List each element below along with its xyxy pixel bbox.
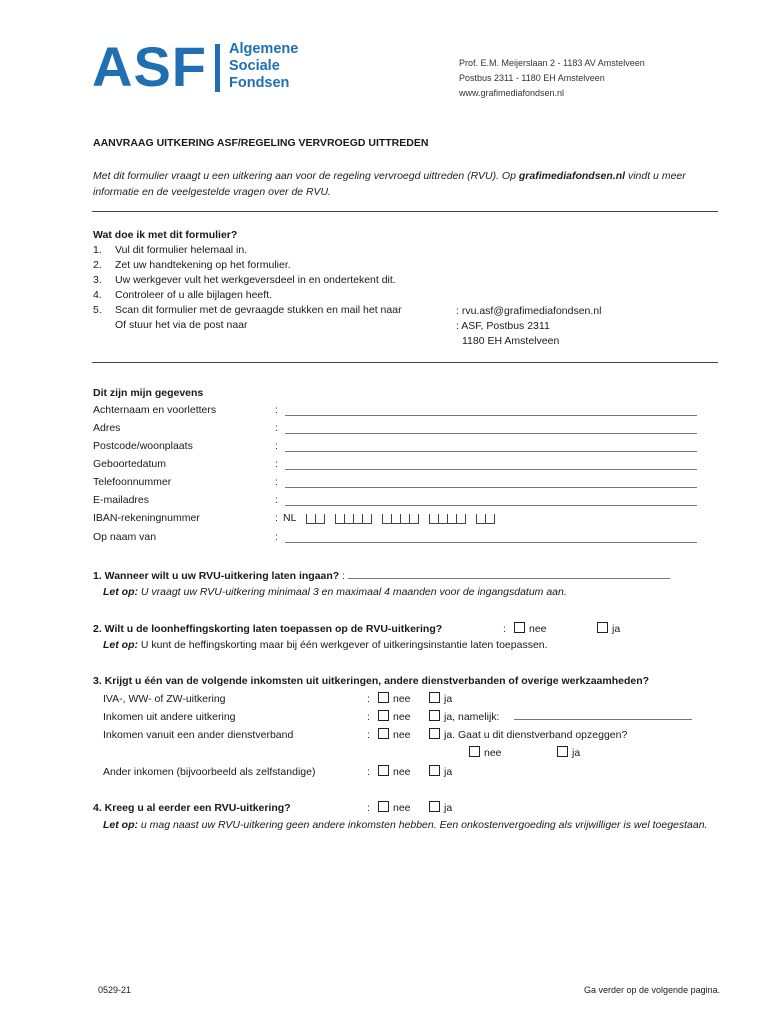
q3-row-1-ja[interactable] [429, 692, 452, 707]
step-number: 3. [93, 274, 102, 286]
checkbox[interactable] [429, 692, 440, 703]
q3-row-2-nee[interactable] [378, 710, 411, 725]
logo-abbreviation: ASF [92, 35, 207, 98]
step-text: Vul dit formulier helemaal in. [115, 244, 248, 256]
q3-row-colon: : [367, 766, 370, 778]
field-colon: : [275, 458, 278, 470]
form-title: AANVRAAG UITKERING ASF/REGELING VERVROEGD UITTREDEN [93, 137, 429, 149]
q3-row-3-ja[interactable] [429, 728, 627, 743]
checkbox[interactable] [597, 622, 608, 633]
personal-data-heading: Dit zijn mijn gegevens [93, 387, 204, 399]
option-label: ja [444, 693, 453, 705]
question-1 [93, 569, 703, 584]
field-label: Postcode/woonplaats [93, 440, 193, 452]
iban-prefix: NL [283, 512, 297, 524]
q3-sub-ja[interactable] [557, 746, 580, 761]
step-item [93, 273, 402, 288]
step-text: Scan dit formulier met de gevraagde stukken en mail het naar [115, 304, 402, 316]
personal-data-fields [93, 404, 703, 554]
field-label: E-mailadres [93, 494, 150, 506]
checkbox[interactable] [378, 728, 389, 739]
contact-info [456, 304, 601, 349]
step-post [93, 318, 402, 333]
form-code: 0529-21 [98, 985, 132, 995]
q3-row-4-ja[interactable] [429, 765, 452, 780]
question-1-text: 1. Wanneer wilt u uw RVU-uitkering laten ingaan? [93, 570, 340, 582]
step-item [93, 243, 402, 258]
option-label: nee [393, 693, 411, 705]
step-post-text: Of stuur het via de post naar [115, 319, 248, 331]
option-label: nee [393, 802, 411, 814]
logo-wordmark [229, 41, 298, 92]
field-colon: : [275, 531, 278, 543]
field-colon: : [275, 422, 278, 434]
iban-group-2[interactable] [382, 514, 419, 524]
note-label: Let op: [103, 819, 138, 831]
note-label: Let op: [103, 586, 138, 598]
iban-group-3[interactable] [429, 514, 466, 524]
logo-line-1: Algemene [229, 41, 299, 57]
field-label: Adres [93, 422, 121, 434]
question-3-text: 3. Krijgt u één van de volgende inkomsten uit uitkeringen, andere dienstverbanden of overige werkzaamheden? [93, 675, 650, 687]
logo-line-2: Sociale [229, 58, 280, 74]
continue-note: Ga verder op de volgende pagina. [584, 985, 721, 995]
checkbox[interactable] [378, 710, 389, 721]
q3-row-label: Inkomen uit andere uitkering [103, 711, 236, 723]
question-1-colon: : [342, 570, 346, 582]
intro-part-1: Met dit formulier vraagt u een uitkering aan voor de regeling vervroegd uittreden (RVU). Op [93, 170, 519, 182]
step-text: Controleer of u alle bijlagen heeft. [115, 289, 273, 301]
address-website: www.grafimediafondsen.nl [459, 88, 565, 98]
question-4-ja[interactable] [429, 801, 452, 816]
checkbox[interactable] [429, 801, 440, 812]
note-label: Let op: [103, 639, 138, 651]
field-input-line[interactable] [285, 542, 697, 543]
q3-row-colon: : [367, 693, 370, 705]
address-line-2: Postbus 2311 - 1180 EH Amstelveen [459, 73, 605, 83]
question-2-text: 2. Wilt u de loonheffingskorting laten toepassen op de RVU-uitkering? [93, 623, 443, 635]
logo-line-3: Fondsen [229, 75, 290, 91]
option-label: ja [444, 766, 453, 778]
option-label: ja, namelijk: [444, 711, 500, 723]
intro-text [93, 168, 723, 200]
option-label: ja [612, 623, 621, 635]
checkbox[interactable] [429, 765, 440, 776]
step-number: 4. [93, 289, 102, 301]
intro-link: grafimediafondsen.nl [518, 170, 626, 182]
question-1-input-line[interactable] [348, 578, 670, 579]
instructions-section [93, 228, 402, 333]
step-text: Zet uw handtekening op het formulier. [115, 259, 291, 271]
sender-address [459, 56, 645, 101]
field-label: IBAN-rekeningnummer [93, 512, 200, 524]
instructions-heading: Wat doe ik met dit formulier? [93, 229, 238, 241]
checkbox[interactable] [469, 746, 480, 757]
option-label: nee [393, 766, 411, 778]
q3-row-3-nee[interactable] [378, 728, 411, 743]
step-number: 1. [93, 244, 102, 256]
option-label: nee [529, 623, 547, 635]
intro-part-2: vindt u meer informatie en de veelgestelde vragen over de RVU. [93, 170, 686, 198]
checkbox[interactable] [429, 710, 440, 721]
field-label: Achternaam en voorletters [93, 404, 217, 416]
option-label: ja. Gaat u dit dienstverband opzeggen? [444, 729, 628, 741]
field-input-line[interactable] [285, 451, 697, 452]
step-item [93, 288, 402, 303]
field-colon: : [275, 494, 278, 506]
note-text: u mag naast uw RVU-uitkering geen andere inkomsten hebben. Een onkostenvergoeding als vrijwilliger is wel toegestaan. [138, 819, 708, 831]
question-2-colon: : [503, 623, 506, 635]
option-label: ja [444, 802, 453, 814]
option-label: ja [572, 747, 581, 759]
field-input-line[interactable] [285, 469, 697, 470]
question-2-nee[interactable] [514, 622, 547, 637]
checkbox[interactable] [378, 765, 389, 776]
q3-namelijk-input-line[interactable] [514, 719, 692, 720]
question-4-colon: : [367, 802, 370, 814]
option-label: nee [393, 711, 411, 723]
question-2-ja[interactable] [597, 622, 620, 637]
question-4-text: 4. Kreeg u al eerder een RVU-uitkering? [93, 802, 291, 814]
field-colon: : [275, 404, 278, 416]
question-4-note [103, 818, 718, 833]
iban-input[interactable] [283, 512, 495, 524]
note-text: U kunt de heffingskorting maar bij één werkgever of uitkeringsinstantie laten toepassen. [138, 639, 548, 651]
iban-group-4[interactable] [476, 514, 495, 524]
contact-postal-2: 1180 EH Amstelveen [462, 335, 560, 347]
iban-check-digits[interactable] [306, 514, 325, 524]
logo-divider [215, 44, 220, 92]
field-input-line[interactable] [285, 505, 697, 506]
q3-sub-nee[interactable] [469, 746, 502, 761]
field-input-line[interactable] [285, 487, 697, 488]
step-item [93, 303, 402, 318]
field-colon: : [275, 476, 278, 488]
divider-top [92, 211, 718, 212]
q3-row-label: Ander inkomen (bijvoorbeeld als zelfstandige) [103, 766, 316, 778]
field-input-line[interactable] [285, 433, 697, 434]
option-label: nee [393, 729, 411, 741]
checkbox[interactable] [514, 622, 525, 633]
checkbox[interactable] [378, 801, 389, 812]
divider-middle [92, 362, 718, 363]
step-number: 2. [93, 259, 102, 271]
field-colon: : [275, 440, 278, 452]
q3-row-colon: : [367, 729, 370, 741]
step-number: 5. [93, 304, 102, 316]
checkbox[interactable] [378, 692, 389, 703]
question-2-note [103, 638, 548, 653]
field-label: Telefoonnummer [93, 476, 172, 488]
field-label: Geboortedatum [93, 458, 166, 470]
q3-row-colon: : [367, 711, 370, 723]
q3-row-label: IVA-, WW- of ZW-uitkering [103, 693, 226, 705]
checkbox[interactable] [557, 746, 568, 757]
q3-row-2-ja[interactable] [429, 710, 499, 725]
note-text: U vraagt uw RVU-uitkering minimaal 3 en maximaal 4 maanden voor de ingangsdatum aan. [138, 586, 567, 598]
step-item [93, 258, 402, 273]
field-label: Op naam van [93, 531, 157, 543]
contact-postal-1: : ASF, Postbus 2311 [456, 320, 550, 332]
checkbox[interactable] [429, 728, 440, 739]
q3-row-label: Inkomen vanuit een ander dienstverband [103, 729, 294, 741]
step-text: Uw werkgever vult het werkgeversdeel in en ondertekent dit. [115, 274, 396, 286]
question-4-nee[interactable] [378, 801, 411, 816]
option-label: nee [484, 747, 502, 759]
field-colon: : [275, 512, 278, 524]
q3-row-1-nee[interactable] [378, 692, 411, 707]
field-input-line[interactable] [285, 415, 697, 416]
question-1-note [103, 585, 567, 600]
contact-email[interactable]: : rvu.asf@grafimediafondsen.nl [456, 305, 602, 317]
iban-group-1[interactable] [335, 514, 372, 524]
address-line-1: Prof. E.M. Meijerslaan 2 - 1183 AV Amstelveen [459, 58, 645, 68]
q3-row-4-nee[interactable] [378, 765, 411, 780]
